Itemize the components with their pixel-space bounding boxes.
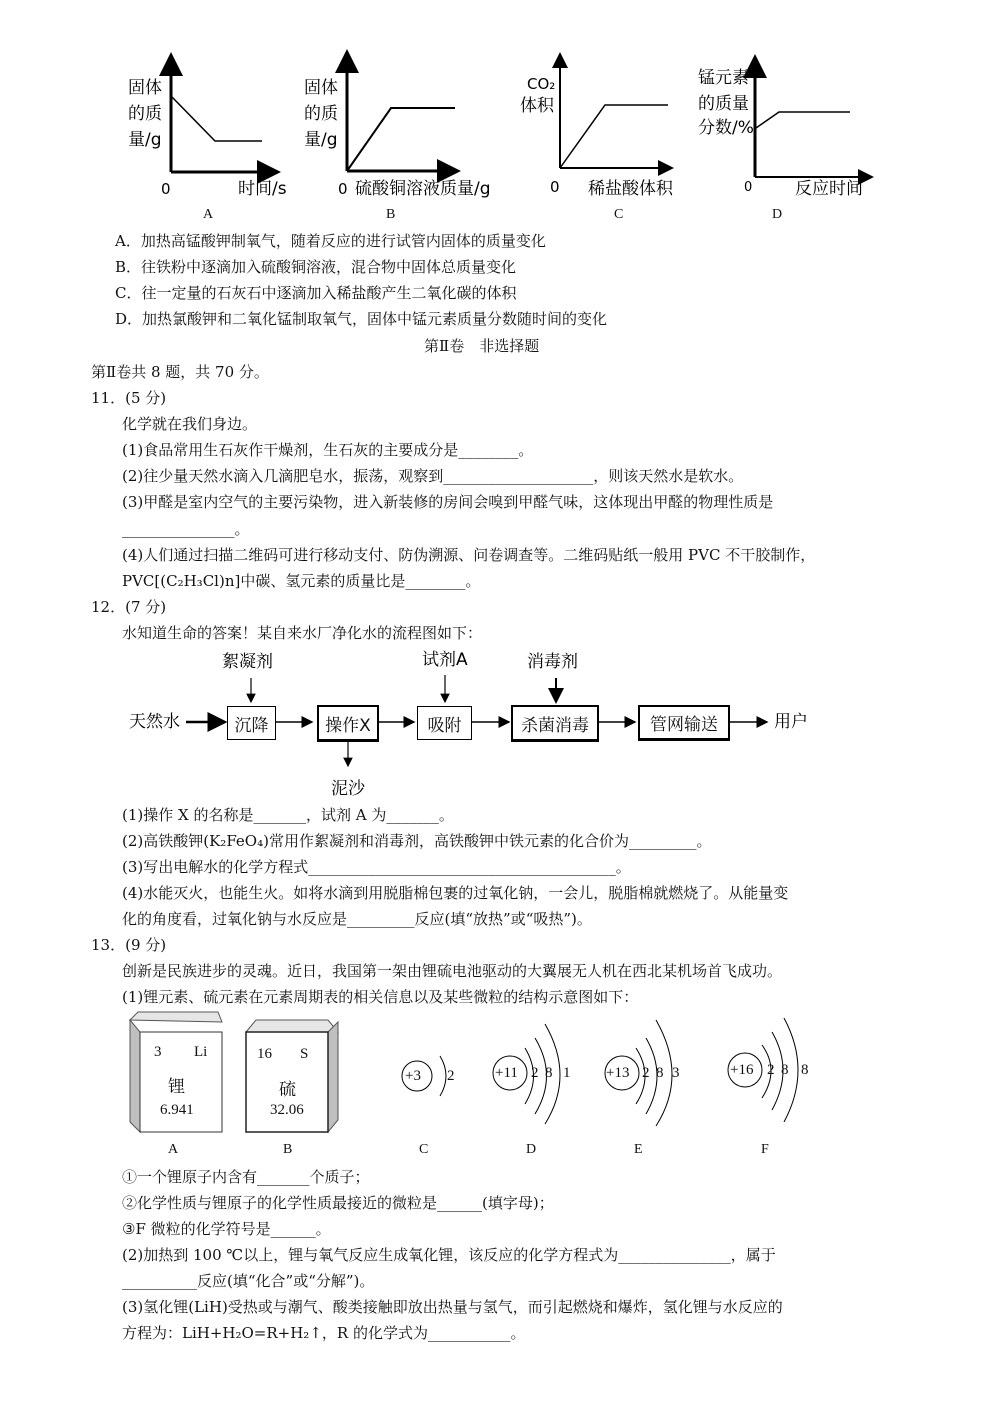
q13-line-3: ③F 微粒的化学符号是______。 <box>122 1220 331 1238</box>
graph-a-ylabel-2: 的质 <box>128 104 162 124</box>
flow-end: 用户 <box>774 712 808 732</box>
s-mass: 32.06 <box>270 1102 304 1118</box>
particle-e-nucleus: +13 <box>606 1065 630 1081</box>
graph-c-ylabel-2: 体积 <box>520 96 554 116</box>
particle-d-shell-1: 2 <box>531 1065 539 1081</box>
q13-sub1: (1)锂元素、硫元素在元素周期表的相关信息以及某些微粒的结构示意图如下： <box>122 988 639 1006</box>
flow-step-operation-x: 操作X <box>317 705 379 742</box>
graph-b-ylabel-1: 固体 <box>304 78 338 98</box>
s-symbol: S <box>300 1046 309 1062</box>
q11-line-4: _______________。 <box>122 520 250 538</box>
q11-intro: 化学就在我们身边。 <box>122 415 258 433</box>
graph-b-ylabel-2: 的质 <box>304 104 338 124</box>
flow-start: 天然水 <box>129 712 180 732</box>
graph-b-curve <box>347 108 455 171</box>
graph-d-ylabel-3: 分数/% <box>698 118 754 138</box>
particle-f-shell-3: 8 <box>801 1062 809 1078</box>
particle-f-caption: F <box>761 1142 769 1157</box>
s-caption: B <box>283 1142 293 1157</box>
graph-d-axes <box>755 60 870 177</box>
q13-line-6: (3)氢化锂(LiH)受热或与潮气、酸类接触即放出热量与氢气，而引起燃烧和爆炸，氢化锂与水反应的 <box>122 1298 783 1316</box>
q13-header: 13．(9 分) <box>91 936 167 954</box>
graph-a-curve <box>172 97 262 141</box>
particle-f-shell-2: 8 <box>781 1062 789 1078</box>
particle-d-caption: D <box>526 1142 537 1157</box>
element-cards-svg <box>110 1010 370 1135</box>
flow-input-reagent-a: 试剂A <box>422 650 468 670</box>
particle-c-shell-1: 2 <box>447 1068 455 1084</box>
s-atomic-number: 16 <box>257 1046 272 1062</box>
graph-b-axes <box>347 55 455 171</box>
q12-line-4: (4)水能灭火，也能生火。如将水滴到用脱脂棉包裹的过氧化钠，一会儿，脱脂棉就燃烧了。从能量变 <box>122 884 789 902</box>
option-a: A．加热高锰酸钾制氧气，随着反应的进行试管内固体的质量变化 <box>115 232 546 250</box>
particle-e-shell-3: 3 <box>672 1065 680 1081</box>
option-d: D．加热氯酸钾和二氧化锰制取氧气，固体中锰元素质量分数随时间的变化 <box>115 310 608 328</box>
option-b: B．往铁粉中逐滴加入硫酸铜溶液，混合物中固体总质量变化 <box>115 258 517 276</box>
graph-a-origin: 0 <box>161 180 171 198</box>
graph-b-xlabel: 硫酸铜溶液质量/g <box>355 179 491 199</box>
section-title: 第Ⅱ卷 非选择题 <box>424 337 540 355</box>
flow-input-disinfectant: 消毒剂 <box>527 652 578 672</box>
particle-c-caption: C <box>419 1142 429 1157</box>
q11-line-2: (2)往少量天然水滴入几滴肥皂水，振荡，观察到____________________，则该天然水是软水。 <box>122 467 744 485</box>
q12-line-5: 化的角度看，过氧化钠与水反应是_________反应(填“放热”或“吸热”)。 <box>122 910 592 928</box>
graph-d-ylabel-2: 的质量 <box>698 94 749 114</box>
graph-a-axes <box>171 58 275 172</box>
q12-intro: 水知道生命的答案！某自来水厂净化水的流程图如下： <box>122 624 483 642</box>
graph-c-xlabel: 稀盐酸体积 <box>588 179 673 199</box>
flow-step-adsorption: 吸附 <box>417 706 472 740</box>
particle-d-shell-3: 1 <box>563 1065 571 1081</box>
graph-d-curve <box>756 112 850 128</box>
graph-d-ylabel-1: 锰元素 <box>698 68 749 88</box>
graph-c-ylabel-1: CO₂ <box>527 75 556 93</box>
li-atomic-number: 3 <box>154 1044 162 1060</box>
graph-c-caption: C <box>614 207 624 222</box>
q12-header: 12．(7 分) <box>91 598 167 616</box>
particle-d-shell-2: 8 <box>545 1065 553 1081</box>
graph-d-xlabel: 反应时间 <box>795 179 863 199</box>
q13-line-1: ①一个锂原子内含有_______个质子； <box>122 1168 370 1186</box>
li-symbol: Li <box>194 1044 208 1060</box>
particle-f-nucleus: +16 <box>730 1062 754 1078</box>
flow-step-settling: 沉降 <box>227 706 276 740</box>
particle-e-shell-2: 8 <box>656 1065 664 1081</box>
option-c: C．往一定量的石灰石中逐滴加入稀盐酸产生二氧化碳的体积 <box>115 284 517 302</box>
q13-line-4: (2)加热到 100 ℃以上，锂与氧气反应生成氧化锂，该反应的化学方程式为_______________，属于 <box>122 1246 776 1264</box>
graph-b-origin: 0 <box>338 180 348 198</box>
q11-line-1: (1)食品常用生石灰作干燥剂，生石灰的主要成分是________。 <box>122 441 534 459</box>
flow-input-flocculant: 絮凝剂 <box>222 652 273 672</box>
graph-b-ylabel-3: 量/g <box>304 130 338 150</box>
q12-line-2: (2)高铁酸钾(K₂FeO₄)常用作絮凝剂和消毒剂，高铁酸钾中铁元素的化合价为_________。 <box>122 832 712 850</box>
q13-intro: 创新是民族进步的灵魂。近日，我国第一架由锂硫电池驱动的大翼展无人机在西北某机场首飞成功。 <box>122 962 783 980</box>
graph-c-origin: 0 <box>550 178 560 196</box>
graph-a-ylabel-3: 量/g <box>128 130 162 150</box>
q11-line-6: PVC[(C₂H₃Cl)n]中碳、氢元素的质量比是________。 <box>122 572 481 590</box>
q11-line-3: (3)甲醛是室内空气的主要污染物，进入新装修的房间会嗅到甲醛气味，这体现出甲醛的物理性质是 <box>122 493 774 511</box>
flow-step-pipe-transport: 管网输送 <box>638 705 730 741</box>
li-caption: A <box>168 1142 179 1157</box>
q13-line-7: 方程为：LiH+H₂O=R+H₂↑，R 的化学式为___________。 <box>122 1324 526 1342</box>
graph-a-xlabel: 时间/s <box>238 179 287 199</box>
particle-f-shell-1: 2 <box>767 1062 775 1078</box>
particle-e-shell-1: 2 <box>642 1065 650 1081</box>
li-name: 锂 <box>168 1077 185 1097</box>
graph-d-origin: 0 <box>744 180 753 195</box>
graph-b-caption: B <box>386 207 396 222</box>
q12-line-3: (3)写出电解水的化学方程式_________________________________________。 <box>122 858 631 876</box>
q11-line-5: (4)人们通过扫描二维码可进行移动支付、防伪溯源、问卷调查等。二维码贴纸一般用 PVC 不干胶制作， <box>122 546 816 564</box>
graph-a-caption: A <box>203 207 214 222</box>
particle-d-nucleus: +11 <box>495 1065 518 1081</box>
particle-e-caption: E <box>634 1142 643 1157</box>
flow-output-sediment: 泥沙 <box>331 779 365 799</box>
particle-c-nucleus: +3 <box>405 1068 421 1084</box>
li-mass: 6.941 <box>160 1102 194 1118</box>
section-note: 第Ⅱ卷共 8 题，共 70 分。 <box>91 363 269 381</box>
graph-c-curve <box>560 105 668 168</box>
flow-step-disinfection: 杀菌消毒 <box>511 705 599 742</box>
graph-a-ylabel-1: 固体 <box>128 78 162 98</box>
graph-d-caption: D <box>772 207 783 222</box>
graph-c-axes <box>560 56 670 168</box>
s-name: 硫 <box>279 1080 296 1100</box>
q11-header: 11．(5 分) <box>91 389 167 407</box>
q13-line-2: ②化学性质与锂原子的化学性质最接近的微粒是______(填字母)； <box>122 1194 554 1212</box>
q12-line-1: (1)操作 X 的名称是_______，试剂 A 为_______。 <box>122 806 454 824</box>
q13-line-5: __________反应(填“化合”或“分解”)。 <box>122 1272 375 1290</box>
